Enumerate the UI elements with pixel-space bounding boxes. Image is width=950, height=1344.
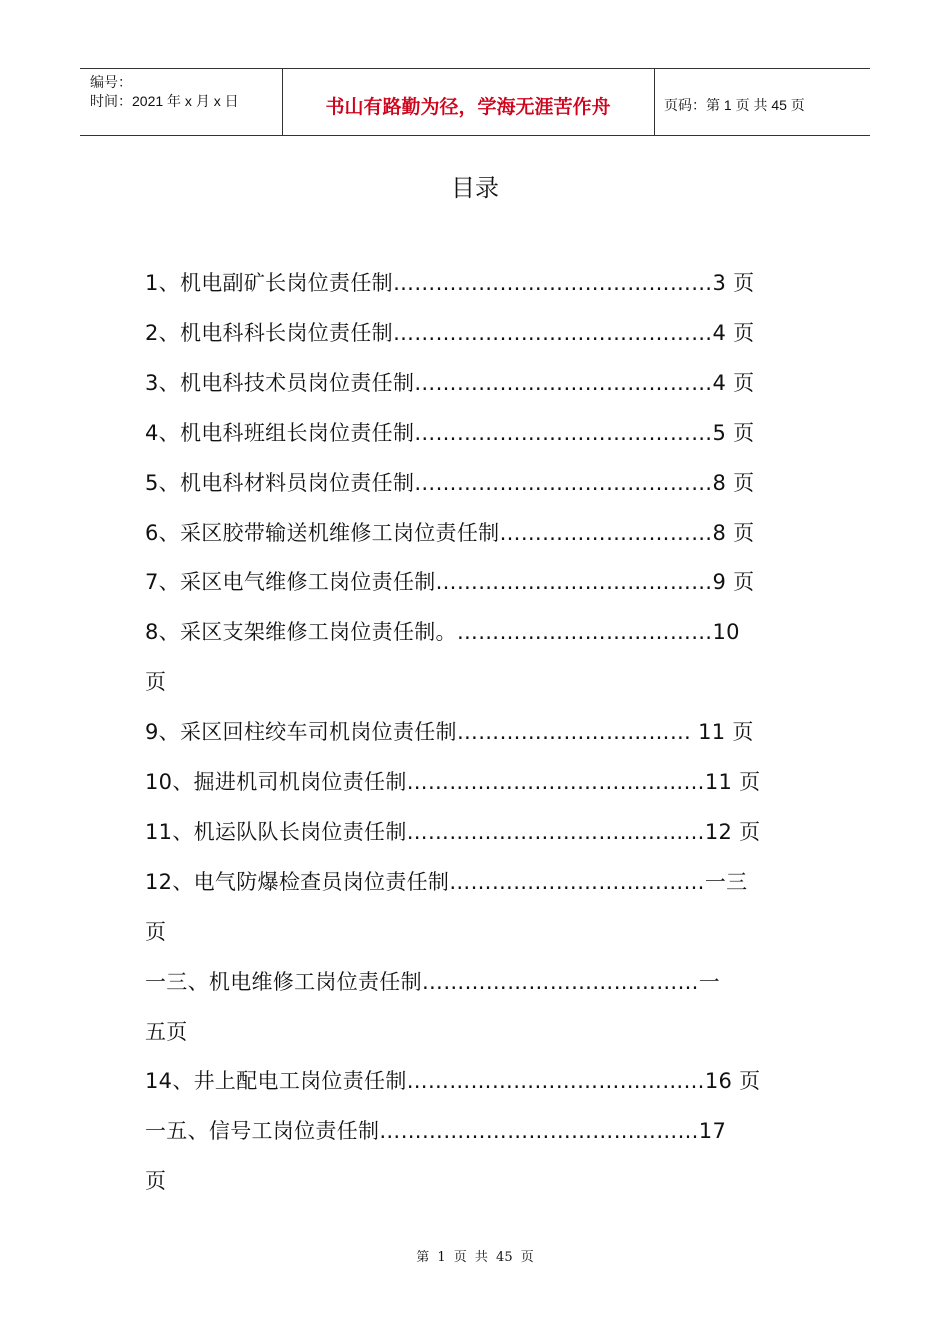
toc-line: 10、掘进机司机岗位责任制……………………………………11 页	[145, 770, 761, 794]
header-meta	[90, 73, 239, 111]
toc-line: 页	[145, 919, 167, 944]
header-time-label: 时间：2021 年 x 月 x 日	[90, 93, 239, 109]
page-header	[80, 68, 870, 136]
header-page-info: 页码：第 1 页 共 45 页	[664, 97, 805, 113]
toc-line: 页	[145, 670, 167, 695]
toc-line: 5、机电科材料员岗位责任制……………………………………8 页	[145, 470, 755, 495]
toc-line: 1、机电副矿长岗位责任制………………………………………3 页	[145, 271, 755, 295]
page-footer: 第 1 页 共 45 页	[416, 1250, 534, 1265]
toc-line: 3、机电科技术员岗位责任制……………………………………4 页	[145, 370, 755, 395]
toc-line: 8、采区支架维修工岗位责任制。………………………………10	[145, 620, 740, 645]
toc-line: 7、采区电气维修工岗位责任制…………………………………9 页	[145, 570, 755, 595]
toc-line: 11、机运队队长岗位责任制……………………………………12 页	[145, 819, 761, 844]
toc-line: 6、采区胶带输送机维修工岗位责任制…………………………8 页	[145, 520, 755, 545]
toc-line: 4、机电科班组长岗位责任制……………………………………5 页	[145, 420, 755, 445]
header-motto: 书山有路勤为径，学海无涯苦作舟	[325, 96, 611, 118]
toc-line: 五页	[145, 1019, 188, 1044]
toc-line: 一五、信号工岗位责任制………………………………………17	[145, 1119, 727, 1144]
toc-line: 2、机电科科长岗位责任制………………………………………4 页	[145, 320, 755, 345]
header-number-label: 编号：	[90, 74, 132, 90]
toc-line: 页	[145, 1169, 167, 1194]
document-title: 目录	[451, 174, 499, 202]
toc-line: 14、井上配电工岗位责任制……………………………………16 页	[145, 1069, 761, 1094]
toc-line: 12、电气防爆检查员岗位责任制………………………………一三	[145, 869, 748, 894]
header-divider-right	[654, 69, 655, 135]
toc-line: 9、采区回柱绞车司机岗位责任制…………………………… 11 页	[145, 720, 754, 745]
toc-line: 一三、机电维修工岗位责任制…………………………………一	[145, 969, 721, 994]
